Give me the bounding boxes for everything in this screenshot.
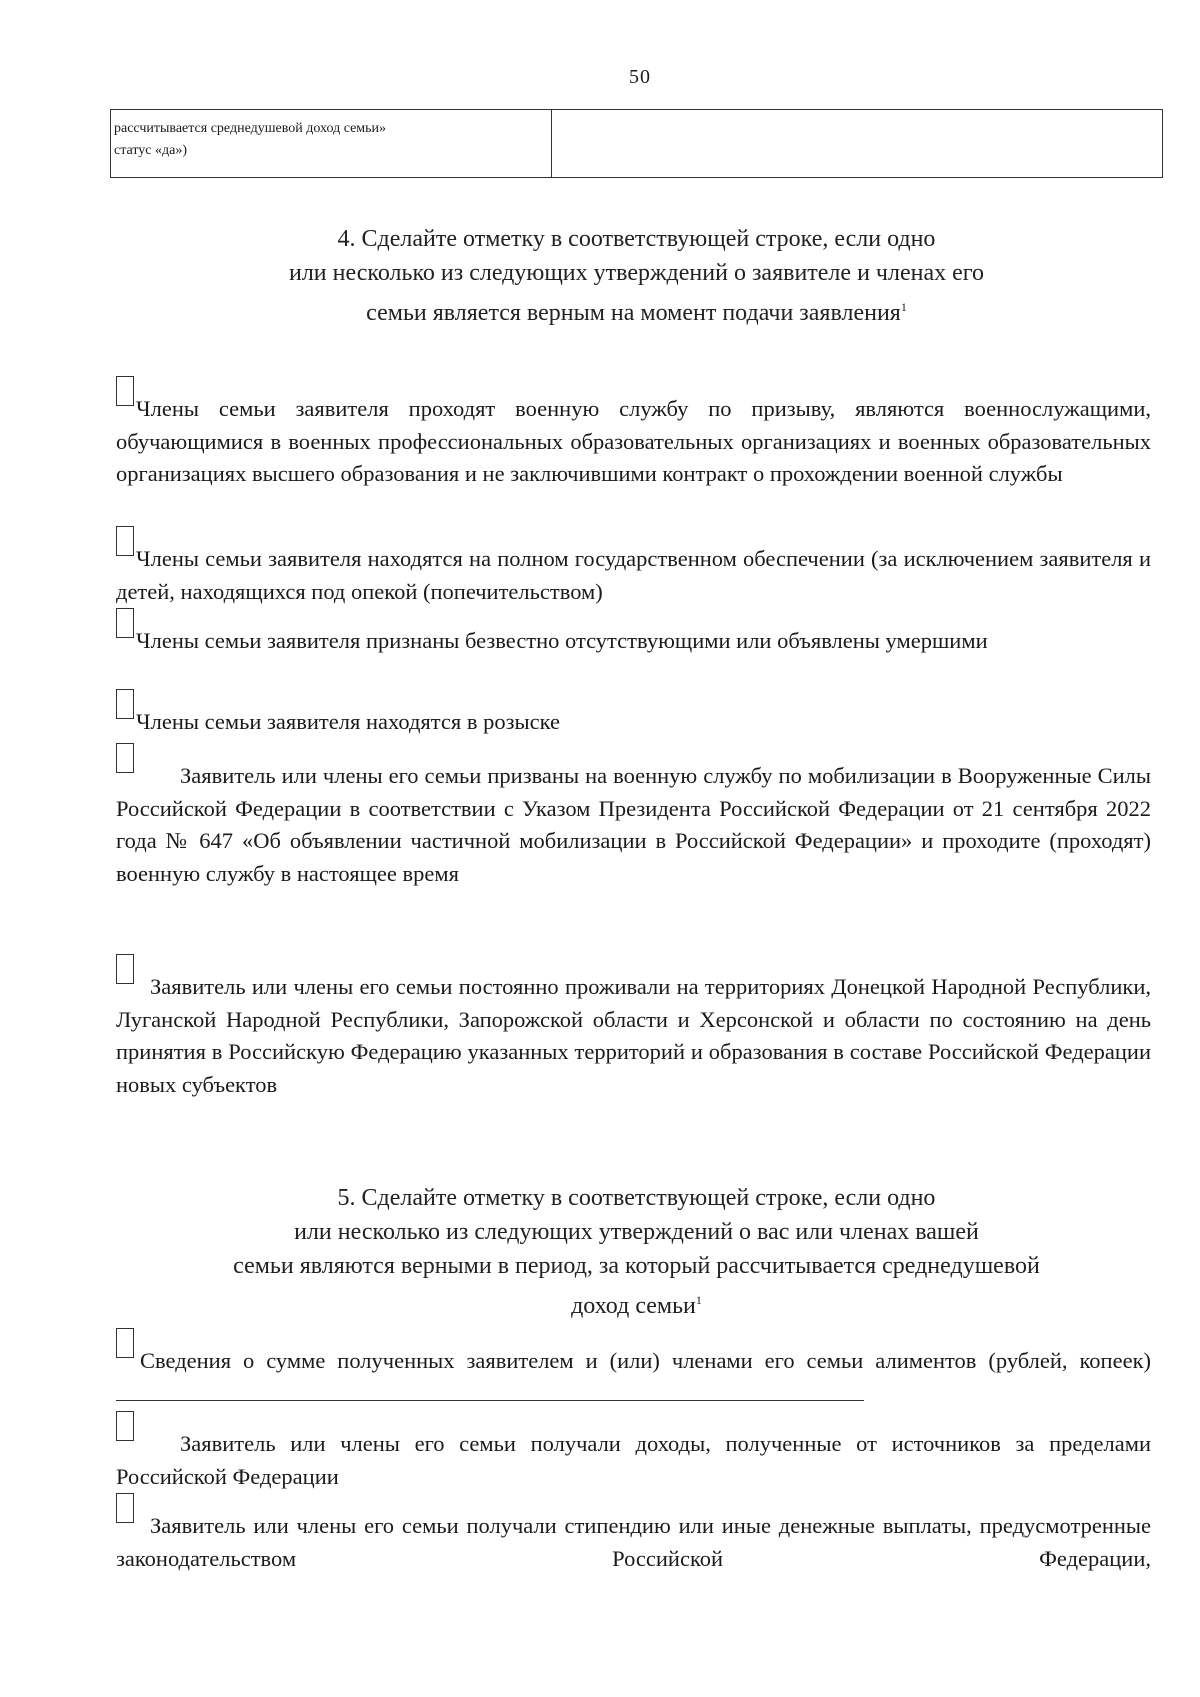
footnote-mark: 1 [900,300,907,314]
section-4-heading-line-3 [110,290,1163,330]
item-state-support: Члены семьи заявителя находятся на полном государственном обеспечении (за исключением заявителя и детей, находящихся под опекой (попечительством) [116,546,1151,604]
section-4-heading-line-2: или несколько из следующих утверждений о заявителе и членах его [288,260,984,286]
alimony-amount-field[interactable] [116,1380,864,1401]
item-stipend: Заявитель или члены его семьи получали стипендию или иные денежные выплаты, предусмотренные законодательством Российской Федерации, [116,1513,1151,1571]
section-5-heading-line-3: семьи являются верными в период, за который рассчитывается среднедушевой [233,1253,1040,1279]
item-foreign-income: Заявитель или члены его семьи получали доходы, полученные от источников за пределами Российской Федерации [116,1431,1151,1489]
section-5-heading-line-1: 5. Сделайте отметку в соответствующей строке, если одно [337,1185,936,1211]
table-cell-left [111,110,552,178]
table-cell-right[interactable] [552,110,1163,178]
section-5-heading-line-4 [110,1283,1163,1323]
item-alimony-text: Сведения о сумме полученных заявителем и (или) членами его семьи алиментов (рублей, копеек) [140,1348,1151,1373]
section-4-heading [110,222,1163,330]
table-cell-text-line-1: рассчитывается среднедушевой доход семьи» [114,121,387,136]
section-5-heading-line-2: или несколько из следующих утверждений о вас или членах вашей [294,1219,979,1245]
section-4-heading-line-1: 4. Сделайте отметку в соответствующей строке, если одно [337,226,936,252]
item-mobilization: Заявитель или члены его семьи призваны на военную службу по мобилизации в Вооруженные Силы Российской Федерации в соответствии с Указом Президента Российской Федерации от 21 сентября 2022 года № 647 «Об объявлении частичной мобилизации в Российской Федерации» и проходите (проходят) военную службу в настоящее время [116,763,1151,886]
item-wanted: Члены семьи заявителя находятся в розыске [136,709,560,734]
page-number: 50 [629,66,651,88]
item-alimony [116,1345,1151,1410]
section-5-heading-line-4-text: доход семьи [571,1293,696,1319]
item-new-territories: Заявитель или члены его семьи постоянно проживали на территориях Донецкой Народной Республики, Луганской Народной Республики, Запорожской области и Херсонской и области по состоянию на день принятия в Российскую Федерацию указанных территорий и образования в составе Российской Федерации новых субъектов [116,974,1151,1097]
item-military-service: Члены семьи заявителя проходят военную службу по призыву, являются военнослужащими, обучающимися в военных профессиональных образовательных организациях и военных образовательных организациях высшего образования и не заключившими контракт о прохождении военной службы [116,396,1151,486]
section-4-heading-line-3-text: семьи является верным на момент подачи заявления [366,300,901,326]
section-5-heading [110,1181,1163,1323]
item-missing-persons: Члены семьи заявителя признаны безвестно отсутствующими или объявлены умершими [136,628,988,653]
form-table [110,109,1163,178]
table-cell-text-line-2: статус «да») [114,143,188,158]
footnote-mark: 1 [695,1293,702,1307]
